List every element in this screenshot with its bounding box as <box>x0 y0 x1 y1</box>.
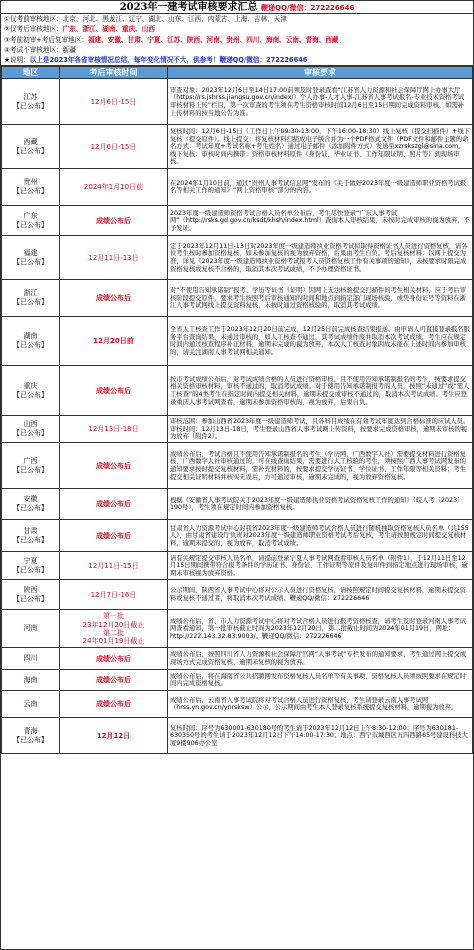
table-row <box>2 580 473 610</box>
table-row <box>2 125 473 169</box>
region-cell: 湖南 【已公布】 <box>2 317 60 366</box>
note-line <box>1 24 473 34</box>
table-row <box>2 79 473 125</box>
requirements-cell <box>168 718 473 754</box>
time-cell: 12月13日-18日 <box>60 416 168 443</box>
note-text: 北京、河北、黑龙江、辽宁、湖北、山东、江西、内蒙古、上海、吉林、天津 <box>62 15 287 23</box>
requirements-text: 按市考试成绩公布后，对考试成绩合格的人员进行资格审核，且不使用告知承诺制报名的考生，按要求提交相关资格审核材料，审核不通过的，取消考试成绩。对于使用告知承诺制报考的人员，按照“未通过”或“需人工核查”的4类考生在指定时间内提交相关材料，逾期未提交或审核不通过的，取消本次考试成绩。考生应登录重庆人事考试网查看，逾期未参加资格审核的，视为放弃，后果自负。 <box>170 375 470 406</box>
requirements-cell <box>168 648 473 670</box>
requirements-text: 对“不使用告知承诺制”报考、学历等证书（证明）因网上无法核验提交扫描件的考生相关材料，应于考后审核阶段提交原件，要求考生按照考后审核通知的时间和地点到指定部门现场核验，或凭身份证号等资料在浙江人事考试网线上提交资料复核，未按时通过资格核验的，取消其考试成绩。 <box>170 287 467 310</box>
requirements-text: 公示期间，陕西省人事考试中心将对公示人员进行资格复核，请按照规定时间提交复核材料，逾期未提交资料或复核不通过者，将取消本次考试成绩。鞭递QQ/微信：272226646 <box>170 587 466 602</box>
requirements-cell <box>168 206 473 236</box>
time-cell: 第一批 23年12月20日截止 第二批 24年01月19日截止 <box>60 610 168 648</box>
table-row <box>2 520 473 552</box>
requirements-cell <box>168 670 473 691</box>
region-cell: 贵州 【已公布】 <box>2 169 60 206</box>
region-cell: 海南 <box>2 670 60 691</box>
time-cell: 成绩公布后 <box>60 648 168 670</box>
table-row <box>2 366 473 416</box>
note-line <box>1 35 473 45</box>
requirements-cell <box>168 416 473 443</box>
region-cell: 青海 【已公布】 <box>2 718 60 754</box>
time-cell: 成绩公布后 <box>60 670 168 691</box>
time-cell: 12月6日-15日 <box>60 125 168 169</box>
requirements-cell <box>168 280 473 317</box>
note-prefix: ④考试不审核地区： <box>4 45 63 54</box>
requirements-cell <box>168 79 473 125</box>
note-text: 广东、浙江、湖南、重庆、山西 <box>62 25 155 34</box>
requirements-cell <box>168 580 473 610</box>
note-text: 福建、安徽、甘肃、宁夏、江苏、陕西、河南、贵州、四川、海南、云南、青海、西藏 <box>87 35 339 44</box>
table-row <box>2 552 473 580</box>
table-row <box>2 670 473 691</box>
table-row <box>2 648 473 670</box>
table-row <box>2 206 473 236</box>
table-row <box>2 489 473 520</box>
requirements-text: 成绩公布后，云南省人事考试院将对考试合格人员进行资格复核，考生请登录云南人事考试网（hrss.yn.gov.cn/ynrsksw）公示，公示期间由考生本人登录复核系统提交复核材料，逾期视为放弃。 <box>170 696 458 712</box>
time-cell: 成绩公布后 <box>60 520 168 552</box>
table-row <box>2 691 473 718</box>
region-cell: 甘肃 【已公布】 <box>2 520 60 552</box>
region-cell: 浙江 【已公布】 <box>2 280 60 317</box>
requirements-text: 成绩公布后，按照四川省人力资源和社会保障厅官网“人事考试”专栏发布的通知要求，考生通过网上提交或现场方式完成资格复核，逾期未复核的视为放弃。 <box>170 651 467 666</box>
header-region: 地区 <box>2 67 60 79</box>
region-cell: 福建 【已公布】 <box>2 236 60 280</box>
requirements-text: 定于2023年12月11日-13日对2023年度一级建造师执业资格考试拟取得资格证书人员进行资格复核，请各位考生按时参加资格复核，如未参加复核的视为放弃资格，后果由考生自负。考后复核材料：以网上提交为准，详见《2023年度一级建造师执业资格考试报考人员资格复核工作有关事项的通知》，未按要求时限完成资格复核或复核不合格的，取消其本次考试成绩，不予办理资格证书。 <box>170 242 468 273</box>
time-cell: 2024年1月10日前 <box>60 169 168 206</box>
note-prefix: ①仅考前审核地区： <box>4 15 63 23</box>
note-prefix: ②仅考后审核地区： <box>4 25 63 34</box>
table-row <box>2 317 473 366</box>
region-cell: 山西 【已公布】 <box>2 416 60 443</box>
requirements-text: 根据《安徽省人事考试院关于2023年度一级建造师执业资格考试资格复核工作的通知》（皖人考〔2023〕190号），考生须在规定时间内参加资格复核。 <box>170 496 464 512</box>
region-cell: 陕西 【已公布】 <box>2 580 60 610</box>
time-cell: 12月7日-16日 <box>60 580 168 610</box>
table-row <box>2 443 473 489</box>
time-cell: 12月20日前 <box>60 317 168 366</box>
requirements-text: 甘肃省人力资源考试中心对我省2023年度一级建造师考试合格人员进行随机抽取资格复核人员名单（共155人），由甘肃省建设厅负责对2023年度一级建造师职业资格考试考后复核，考生请按照规定时间提交复核材料，逾期未提交的，视为放弃，取消考试成绩。 <box>170 524 469 547</box>
requirements-text: 在2024年1月10日前，通过“贵州人事考试信息网”发布的《关于做好2023年度一级建造师职业资格考试报名等相关工作的通知》“网上资格审核”部分的内容。 <box>170 179 467 195</box>
table-header-row <box>2 67 473 79</box>
region-cell: 四川 <box>2 648 60 670</box>
requirements-text: 审查对象：2023年12月6日至14日17:00前须及时登录查看“江苏省人力资源和社会保障厅网上办事大厅（https://rs.jshrss.jiangsu.gov.cn/index/）个人办事-人才人事-江苏省人事考试报名-专业技术资格考试审核材料上传”栏目，第一次审查的考生须在考生资格审核时间12月6日至15日期间完成资料审核，如需补上传材料的按当地公告为准。 <box>170 86 465 117</box>
requirements-text: 成绩公布后，省、市人力资源考试中心将对考试合格人员进行报考资格核查，请考生及时登录河南人事考试网查看通知，第一批审核截止时间为2023年12月20日，第二批截止时间为2024年01月19日，网址：http://222.143.32.83:9003/。鞭递QQ/微信：272226646 <box>170 617 466 640</box>
requirements-cell <box>168 236 473 280</box>
notes-block <box>1 14 473 66</box>
header-time: 考后审核时间 <box>60 67 168 79</box>
region-cell: 西藏 【已公布】 <box>2 125 60 169</box>
note-line <box>1 45 473 55</box>
time-cell: 成绩公布后 <box>60 489 168 520</box>
requirements-cell <box>168 125 473 169</box>
requirements-cell <box>168 552 473 580</box>
requirements-cell <box>168 489 473 520</box>
time-cell: 成绩公布后 <box>60 206 168 236</box>
title-contact: 鞭递QQ/微信：272226646 <box>261 4 355 12</box>
table-row <box>2 718 473 754</box>
time-cell: 12月11日-13日 <box>60 236 168 280</box>
requirements-text: 成绩公布后，将在海南省公共招聘网发布资格复核人员名单等有关事项，资格复核人员须按照要求在规定时间内完成资格复核。 <box>170 672 466 688</box>
note-text: 以上是2023年各省审核情况总结，每年变化情况不大，供参考！鞭递QQ/微信：272226646 <box>29 56 308 65</box>
note-prefix: ★说明： <box>4 56 30 65</box>
time-cell: 12月12日 <box>60 718 168 754</box>
requirements-text: 审核范围：参加山西省2023年度一级建造师考试，且各科目成绩在有效考试年度达到合格标准的应试人员。审核时间：12月13日-18日，考生登录山西省人事考试网上传资料，按要求完成资格审核，逾期未审核的视为放弃（附件2）。 <box>170 418 470 441</box>
requirements-text: 成绩公布后，考试合格且不使用告知承诺制报名的考生（学历网、广西数字人社）需要提交材料进行资格复核，广西数字人社审核通过的，可在线查询结果，需要进行人工核验的考生，须按照广西人事考试网发布的通知要求按时提交复核材料，需补充材料的，按要求提交学历证书、学位证书、工作年限等相关资料；考生提交相关证明材料并核实无误后，方可通过审核，逾期未完成的，视为放弃资格复核。 <box>170 450 466 481</box>
requirements-text: 请有关规定提交审核人员名单，请提前登录宁夏人事考试网查看审核人员名单（附件1），于12月11日至12月15日期间携带符合报考条件的学历证书、身份证、工作证明等原件及复印件到指定地点进行现场审核，逾期未审核视为放弃资格。 <box>170 554 468 577</box>
region-cell: 宁夏 【已公布】 <box>2 552 60 580</box>
table-row <box>2 280 473 317</box>
note-line <box>1 14 473 24</box>
requirements-text: 全省人工核查工作于2023年12月20日前完成，12月25日前完成核查结果报送。由申请人可直接登录报名服务平台查询结果，未通过审核的，如人工核查不通过，其考试成绩作废并取消本次考试成绩，考生应在规定时间内通过核查程序补正材料，逾期未完成的视为放弃，本次人工核查对象因故未能在上述时间内参加审核的，请关注湖南人事考试网相关通知。 <box>170 326 470 357</box>
requirements-cell <box>168 366 473 416</box>
requirements-cell <box>168 169 473 206</box>
title-text: 2023年一建考试审核要求汇总 <box>119 2 258 13</box>
requirements-text: 2023年度一级建造师资格考试合格人员名单公布后，考生尽快登录“广东人事考试网”（http://rsks.gd.gov.cn/ksdt/khsh/index.html）查询本人审核结果，未按时完成审核的视为放弃，不予发证。 <box>170 209 470 232</box>
table-row <box>2 610 473 648</box>
table-row <box>2 169 473 206</box>
time-cell: 成绩公布后 <box>60 691 168 718</box>
region-cell: 广东 【已公布】 <box>2 206 60 236</box>
time-cell: 成绩公布后 <box>60 280 168 317</box>
table-row <box>2 416 473 443</box>
table-row <box>2 236 473 280</box>
region-cell: 重庆 【已公布】 <box>2 366 60 416</box>
note-line <box>1 55 473 65</box>
requirements-cell <box>168 443 473 489</box>
time-cell: 成绩公布后 <box>60 443 168 489</box>
document-title <box>1 1 473 14</box>
requirements-cell <box>168 610 473 648</box>
region-cell: 安徽 【已公布】 <box>2 489 60 520</box>
requirements-text: 复核时间：12月6日-15日（工作日上午09:30-13:00，下午16:00-18:30）线上复核（提交扫描件）+线下复核（提交原件）。线上提交：将复核材料扫描成电子版合并为一个PDF格式文件（PDF文件和邮件主题的命名方式：考试年度+考试名称+考生姓名）通过电子邮件（添加附件方式）发送至xzrskszgl@sina.com。线下复核：审核时间内携带：资格审核材料原件（身份证、毕业证书、工作年限证明、照片等）到现场审核。 <box>170 128 470 166</box>
requirements-cell <box>168 520 473 552</box>
note-text: 新疆 <box>62 45 76 54</box>
time-cell: 12月11日-15日 <box>60 552 168 580</box>
header-requirements: 审核要求 <box>168 67 473 79</box>
region-cell: 江苏 【已公布】 <box>2 79 60 125</box>
region-cell: 广西 【已公布】 <box>2 443 60 489</box>
time-cell: 12月6日-15日 <box>60 79 168 125</box>
region-cell: 云南 <box>2 691 60 718</box>
requirements-text: 复核时间：序号为630001-630180号的考生请于2023年12月12日上午8:30-12:00；序号为630181-630350号的考生请于2023年12月12日下午14:00-17:30；地点：西宁市城西区五四西路65号建设科技大厦9楼906办公室 <box>170 724 468 747</box>
time-cell: 成绩公布后 <box>60 366 168 416</box>
requirements-cell <box>168 691 473 718</box>
requirements-table <box>1 66 473 754</box>
note-prefix: ③考前初审+考后复审地区： <box>4 35 88 44</box>
region-cell: 河南 <box>2 610 60 648</box>
requirements-cell <box>168 317 473 366</box>
